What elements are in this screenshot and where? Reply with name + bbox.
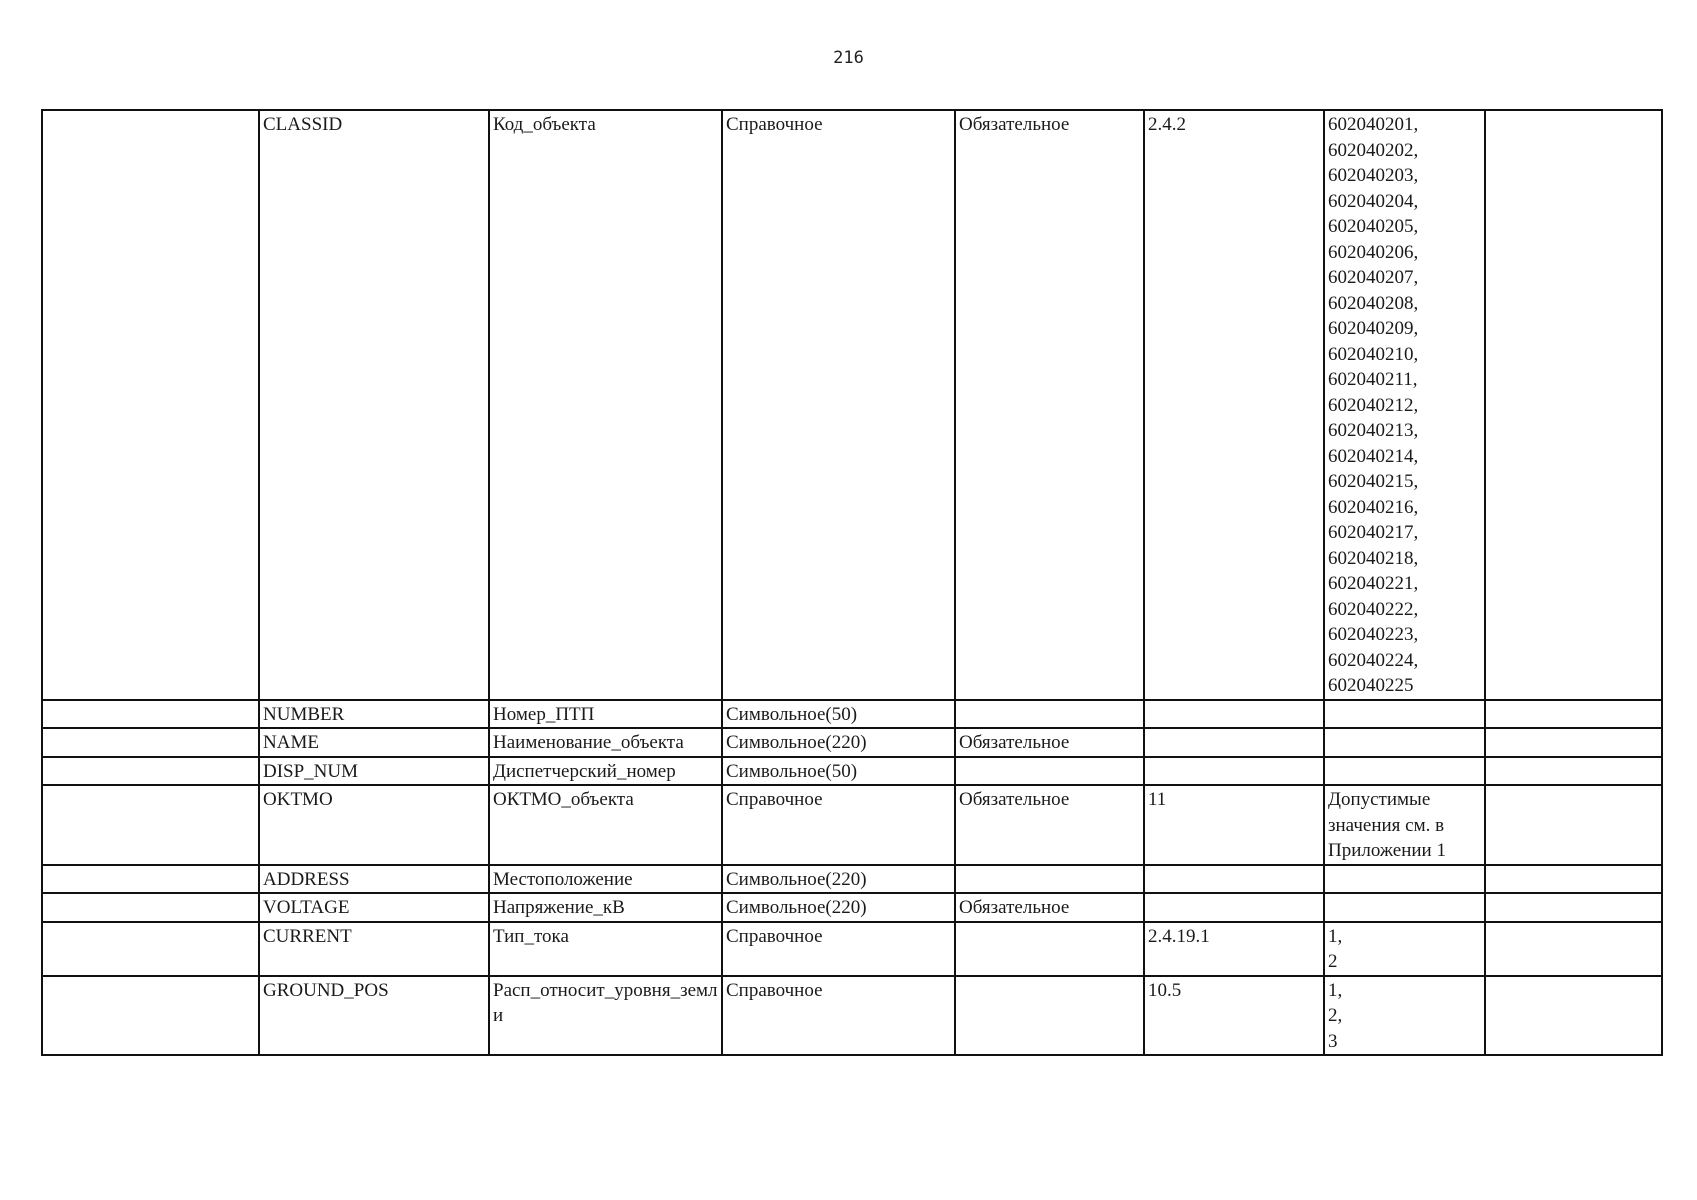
value-line: Приложении 1	[1328, 840, 1446, 861]
value-line: 602040202,	[1328, 139, 1419, 161]
field-reference: 2.4.19.1	[1144, 922, 1324, 976]
field-values	[1324, 865, 1485, 894]
group-cell	[42, 785, 259, 865]
field-reference	[1144, 700, 1324, 729]
field-type: Справочное	[722, 110, 955, 700]
value-line: 602040210,	[1328, 343, 1419, 365]
field-label: Напряжение_кВ	[489, 893, 722, 922]
table-row	[42, 728, 1662, 757]
value-line: 602040209,	[1328, 318, 1419, 339]
field-reference	[1144, 865, 1324, 894]
table-row	[42, 110, 1662, 700]
value-line: 602040201,	[1328, 114, 1419, 135]
field-values	[1324, 110, 1485, 700]
value-line: 3	[1328, 1030, 1338, 1052]
field-code: DISP_NUM	[259, 757, 489, 786]
field-required	[955, 976, 1144, 1056]
field-reference: 2.4.2	[1144, 110, 1324, 700]
field-label: Номер_ПТП	[489, 700, 722, 729]
value-line: значения см. в	[1328, 814, 1445, 836]
field-code: CURRENT	[259, 922, 489, 976]
table-row	[42, 865, 1662, 894]
group-cell	[42, 110, 259, 700]
table-row	[42, 700, 1662, 729]
field-values	[1324, 728, 1485, 757]
page-number: 216	[833, 48, 864, 68]
value-line: 602040205,	[1328, 216, 1419, 237]
field-note	[1485, 757, 1662, 786]
field-required: Обязательное	[955, 785, 1144, 865]
field-code: NAME	[259, 728, 489, 757]
field-values	[1324, 700, 1485, 729]
field-reference: 10.5	[1144, 976, 1324, 1056]
field-code: NUMBER	[259, 700, 489, 729]
field-type: Символьное(220)	[722, 728, 955, 757]
value-line: 602040217,	[1328, 522, 1419, 543]
value-line: 602040211,	[1328, 369, 1418, 390]
field-type: Символьное(50)	[722, 700, 955, 729]
table-row	[42, 757, 1662, 786]
field-label: Тип_тока	[489, 922, 722, 976]
field-code: OKTMO	[259, 785, 489, 865]
value-line: 602040204,	[1328, 190, 1419, 212]
group-cell	[42, 728, 259, 757]
field-note	[1485, 110, 1662, 700]
group-cell	[42, 757, 259, 786]
fields-table	[41, 109, 1663, 1056]
field-label: Местоположение	[489, 865, 722, 894]
value-line: 602040213,	[1328, 420, 1419, 441]
field-required	[955, 757, 1144, 786]
field-note	[1485, 728, 1662, 757]
field-note	[1485, 976, 1662, 1056]
value-line: 602040221,	[1328, 573, 1419, 594]
value-line: 602040208,	[1328, 292, 1419, 314]
group-cell	[42, 976, 259, 1056]
field-label: ОКТМО_объекта	[489, 785, 722, 865]
field-type: Символьное(220)	[722, 865, 955, 894]
field-values	[1324, 976, 1485, 1056]
value-line: 602040214,	[1328, 445, 1419, 467]
field-note	[1485, 922, 1662, 976]
value-line: 602040206,	[1328, 241, 1419, 263]
group-cell	[42, 865, 259, 894]
value-line: 1,	[1328, 979, 1343, 1001]
field-type: Справочное	[722, 785, 955, 865]
field-required: Обязательное	[955, 728, 1144, 757]
table-row	[42, 893, 1662, 922]
value-line: 602040203,	[1328, 165, 1419, 186]
field-values	[1324, 757, 1485, 786]
field-note	[1485, 865, 1662, 894]
field-values	[1324, 922, 1485, 976]
field-code: ADDRESS	[259, 865, 489, 894]
field-values	[1324, 785, 1485, 865]
field-required	[955, 865, 1144, 894]
field-required: Обязательное	[955, 893, 1144, 922]
field-note	[1485, 785, 1662, 865]
value-line: 602040223,	[1328, 624, 1419, 645]
field-reference	[1144, 893, 1324, 922]
field-code: CLASSID	[259, 110, 489, 700]
value-line: Допустимые	[1328, 789, 1431, 810]
value-line: 602040216,	[1328, 496, 1419, 518]
table-row	[42, 976, 1662, 1056]
field-label: Код_объекта	[489, 110, 722, 700]
value-line: 602040218,	[1328, 547, 1419, 569]
value-line: 602040212,	[1328, 394, 1419, 416]
group-cell	[42, 893, 259, 922]
group-cell	[42, 700, 259, 729]
value-line: 602040215,	[1328, 471, 1419, 492]
field-required: Обязательное	[955, 110, 1144, 700]
field-type: Справочное	[722, 922, 955, 976]
value-line: 602040207,	[1328, 267, 1419, 288]
field-label: Наименование_объекта	[489, 728, 722, 757]
value-line: 2	[1328, 951, 1338, 972]
field-type: Символьное(220)	[722, 893, 955, 922]
value-line: 602040225	[1328, 675, 1414, 696]
field-required	[955, 922, 1144, 976]
field-values	[1324, 893, 1485, 922]
group-cell	[42, 922, 259, 976]
value-line: 602040222,	[1328, 598, 1419, 620]
field-note	[1485, 700, 1662, 729]
field-label: Диспетчерский_номер	[489, 757, 722, 786]
field-reference	[1144, 728, 1324, 757]
field-code: GROUND_POS	[259, 976, 489, 1056]
value-line: 2,	[1328, 1005, 1343, 1026]
field-type: Справочное	[722, 976, 955, 1056]
field-reference	[1144, 757, 1324, 786]
field-label: Расп_относит_уровня_земли	[489, 976, 722, 1056]
field-type: Символьное(50)	[722, 757, 955, 786]
table-row	[42, 785, 1662, 865]
field-code: VOLTAGE	[259, 893, 489, 922]
field-note	[1485, 893, 1662, 922]
field-reference: 11	[1144, 785, 1324, 865]
table-row	[42, 922, 1662, 976]
field-required	[955, 700, 1144, 729]
value-line: 602040224,	[1328, 649, 1419, 671]
value-line: 1,	[1328, 925, 1343, 947]
